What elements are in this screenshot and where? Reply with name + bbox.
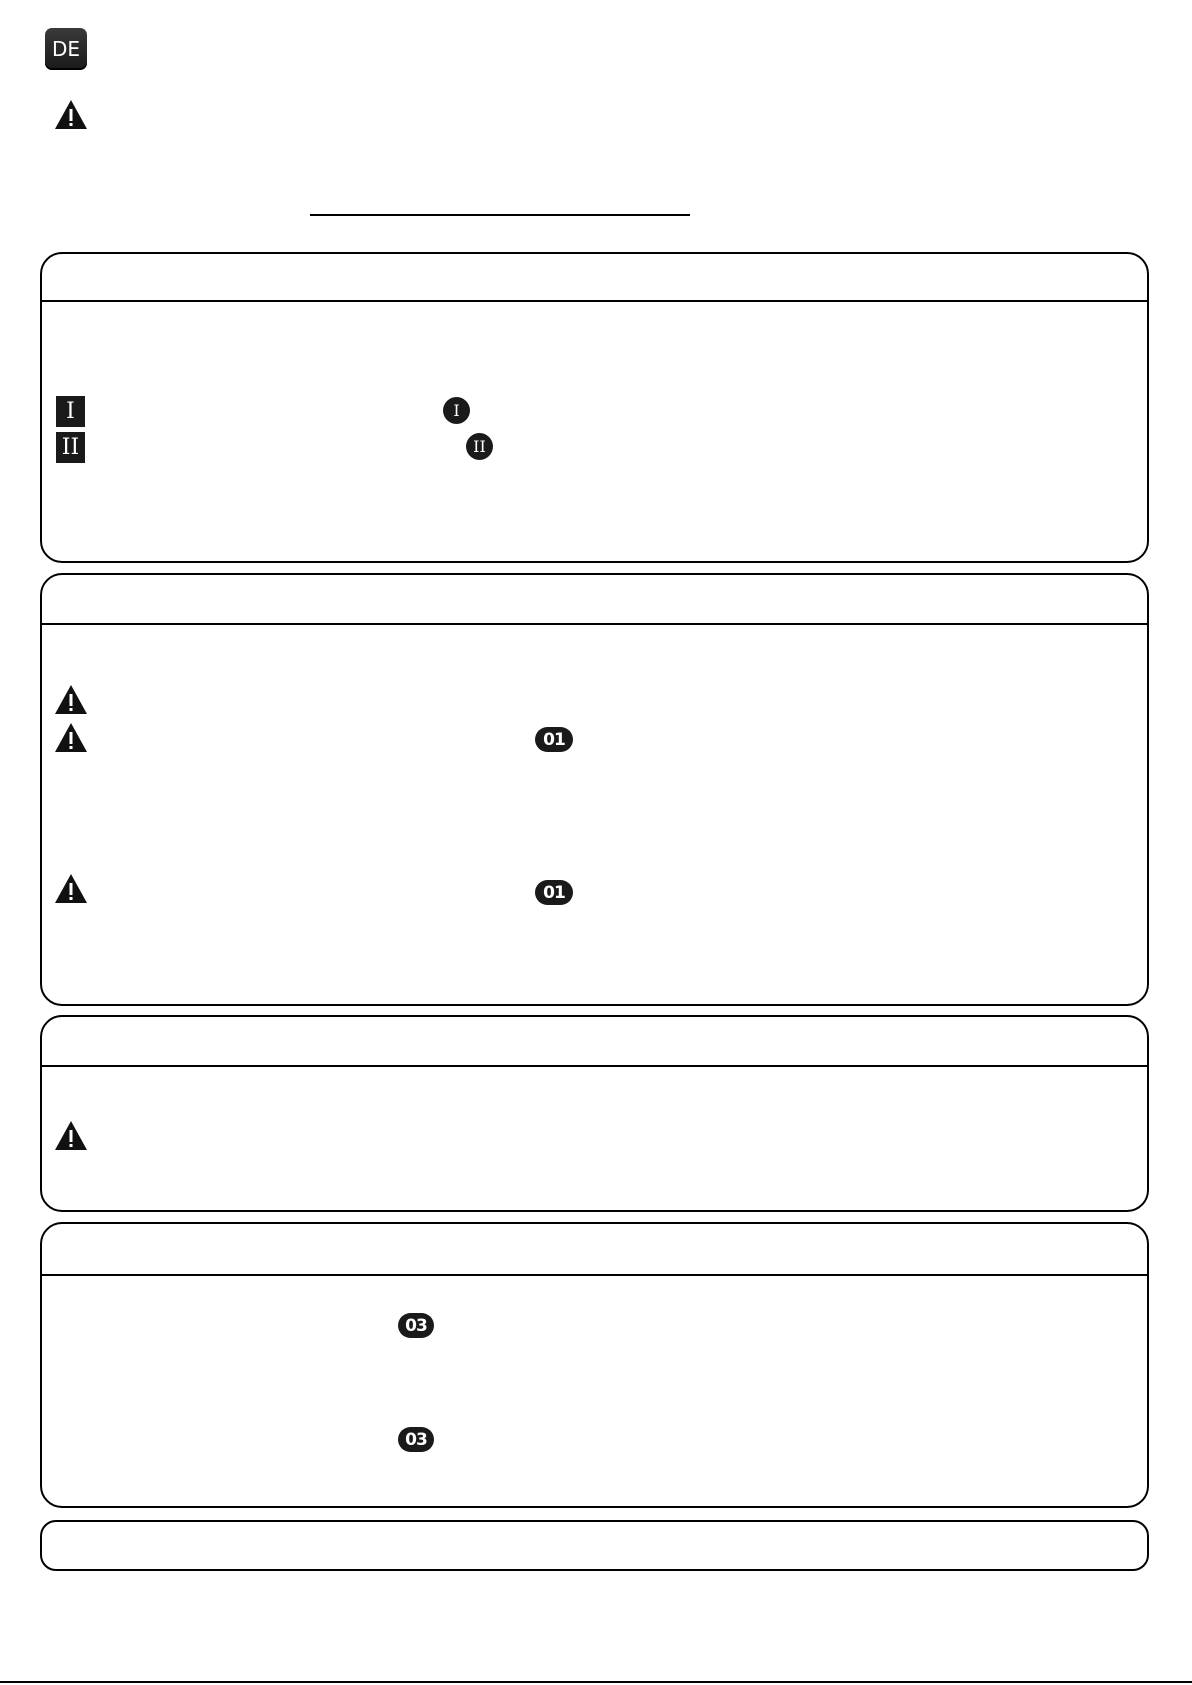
step-01-badge: 01 xyxy=(535,880,573,905)
section-box-5 xyxy=(40,1520,1149,1571)
section-box-1 xyxy=(40,252,1149,563)
section-box-2 xyxy=(40,573,1149,1006)
step-01-badge: 01 xyxy=(535,727,573,752)
section-header-1 xyxy=(42,254,1147,302)
roman-one-square-badge: I xyxy=(56,396,85,427)
warning-triangle-icon xyxy=(54,873,88,904)
roman-two-square-badge: II xyxy=(56,432,85,463)
warning-triangle-icon xyxy=(54,1120,88,1151)
section-header-2 xyxy=(42,575,1147,625)
language-badge: DE xyxy=(45,28,87,70)
warning-triangle-icon xyxy=(54,722,88,753)
section-header-3 xyxy=(42,1017,1147,1067)
section-box-4 xyxy=(40,1222,1149,1508)
page-bottom-rule xyxy=(0,1681,1192,1683)
step-03-badge: 03 xyxy=(398,1313,434,1338)
roman-two-circle-badge: II xyxy=(466,433,493,460)
warning-triangle-icon xyxy=(54,99,88,130)
title-underline xyxy=(310,214,690,216)
step-03-badge: 03 xyxy=(398,1427,434,1452)
section-box-3 xyxy=(40,1015,1149,1212)
roman-one-circle-badge: I xyxy=(443,397,470,424)
section-header-4 xyxy=(42,1224,1147,1276)
warning-triangle-icon xyxy=(54,684,88,715)
